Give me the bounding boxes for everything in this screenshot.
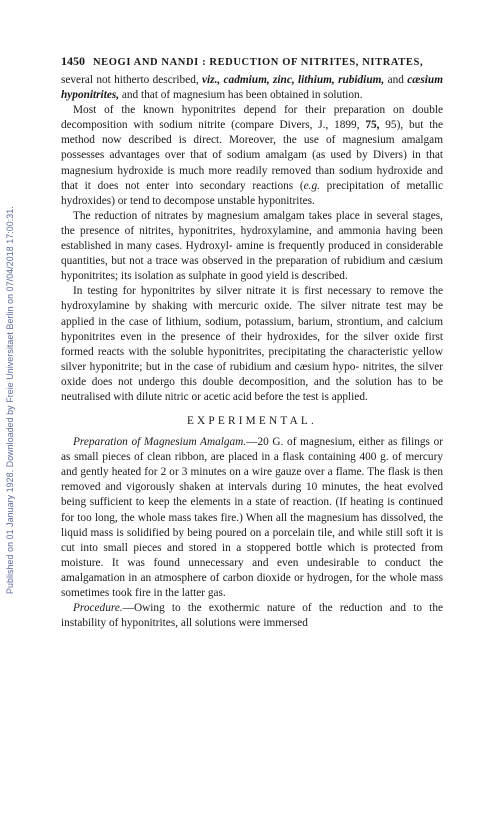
paragraph-5: Preparation of Magnesium Amalgam.—20 G. of magnesium, either as filings or as small pieces of clean ribbon, are placed in a flask containing 400 g. of mercury and gently heated for 2 or 3 minutes on a wire gauze over a flame. The flask is then removed and vigorously shaken at intervals during 10 minutes, the heat evolved being sufficient to keep the elements in a state of reaction. (If heating is continued for too long, the whole mass takes fire.) When all the magnesium has dissolved, the liquid mass is solidified by being poured on a porcelain tile, and while still soft it is cut into small pieces and stored in a stoppered bottle which is protected from moisture. It was found unnecessary and even undesirable to conduct the amalgamation in an atmosphere of carbon dioxide or hydrogen, for the whole mass sometimes took fire in the latter gas. [61, 436, 443, 599]
paragraph-2: Most of the known hyponitrites depend for their preparation on double decomposition with sodium nitrite (compare Divers, J., 1899, 75, 95), but the method now described is direct. Moreover, the use of magnesium amalgam possesses advantages over that of sodium amalgam (as used by Divers) in that magnesium hydroxide is much more readily removed than sodium hydroxide and that it does not enter into secondary reactions (e.g. precipitation of metallic hydroxides) or tend to decompose unstable hyponitrites. [61, 104, 444, 207]
running-title: NEOGI AND NANDI : REDUCTION OF NITRITES, NITRATES, [93, 57, 424, 68]
download-notice: Published on 01 January 1928. Downloaded by Freie Universitaet Berlin on 07/04/2018 17:00:31. [5, 206, 15, 594]
page-body [61, 55, 443, 631]
paragraph-1: several not hitherto described, viz., cadmium, zinc, lithium, rubidium, and cæsium hyponitrites, and that of magnesium has been obtained in solution. [61, 74, 443, 102]
subheading-amalgam: Preparation of Magnesium Amalgam. [73, 436, 247, 449]
paragraph-6: Procedure.—Owing to the exothermic nature of the reduction and to the instability of hyponitrites, all solutions were immersed [61, 602, 443, 630]
running-header [61, 55, 443, 69]
paragraph-3: The reduction of nitrates by magnesium amalgam takes place in several stages, the presence of nitrites, hyponitrites, hydroxylamine, and ammonia having been established in many cases. Hydroxyl- amine is frequently produced in considerable quantities, but not a trace was observed in the preparation of rubidium and cæsium hyponitrites; its isolation as sulphate in good yield is described. [61, 209, 443, 283]
subheading-procedure: Procedure. [73, 602, 123, 615]
page-number: 1450 [61, 54, 85, 68]
paragraph-4: In testing for hyponitrites by silver nitrate it is first necessary to remove the hydroxylamine by shaking with mercuric oxide. The silver nitrate test may be applied in the case of lithium, sodium, potassium, barium, strontium, and calcium hyponitrites even in the presence of their hydroxides, for the silver oxide first formed reacts with the soluble hyponitrites, precipitating the characteristic yellow silver hyponitrite; but in the case of rubidium and cæsium hypo- nitrites, the silver oxide does not undergo this double decomposition, and the solution has to be neutralised with dilute nitric or acetic acid before the test is applied. [61, 285, 443, 403]
section-title-experimental: EXPERIMENTAL. [186, 415, 318, 428]
